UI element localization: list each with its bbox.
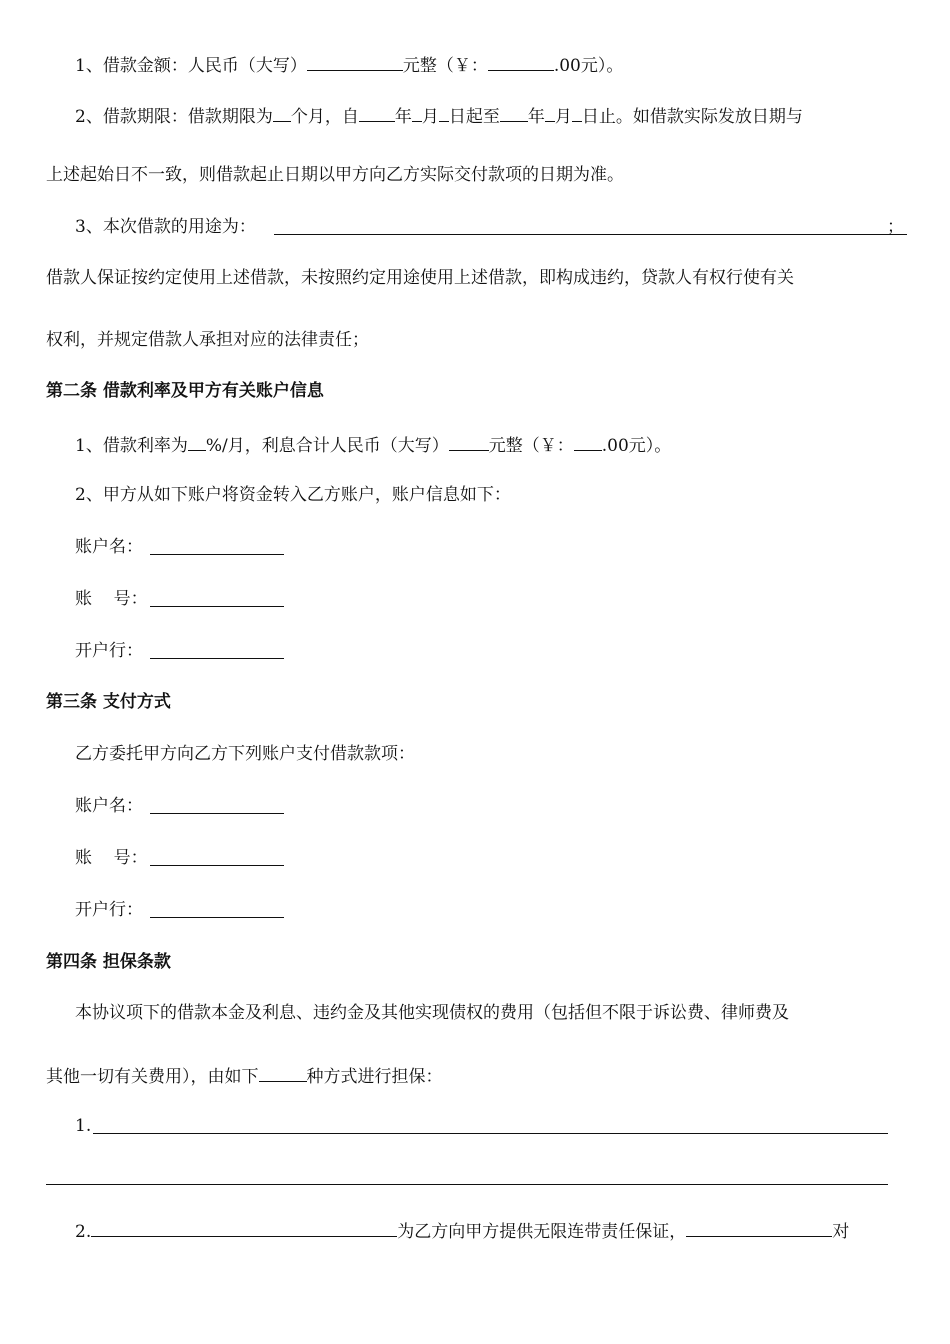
lender-bank-blank[interactable] [150,658,284,659]
end-year-blank[interactable] [500,103,528,122]
borrower-bank-label: 开户行： [75,900,143,920]
end-month-blank[interactable] [545,103,555,122]
purpose-line-3: 权利，并规定借款人承担对应的法律责任； [46,330,369,350]
term-text-d: 月 [421,107,439,127]
payment-intro: 乙方委托甲方向乙方下列账户支付借款款项： [75,744,415,764]
amount-suffix-text: .00元）。 [553,56,624,76]
guarantee-line-2a: 其他一切有关费用），由如下 [46,1067,259,1087]
lender-account-no-blank[interactable] [150,606,284,607]
lender-account-no-label: 账 号： [75,589,148,609]
guarantee-item-1-blank[interactable] [93,1133,888,1134]
guarantee-line-2b: 种方式进行担保： [306,1067,443,1087]
rate-blank[interactable] [188,432,206,451]
guarantee-item-2-line [75,1218,849,1243]
lender-bank-row [75,640,143,662]
guarantee-item-2-text: 为乙方向甲方提供无限连带责任保证， [397,1222,687,1242]
rate-text-d: .00元）。 [601,436,672,456]
borrower-account-no-row [75,847,148,869]
borrower-bank-blank[interactable] [150,917,284,918]
borrower-account-name-label: 账户名： [75,796,143,816]
borrower-account-name-blank[interactable] [150,813,284,814]
end-day-blank[interactable] [572,103,582,122]
loan-term-line-2: 上述起始日不一致，则借款起止日期以甲方向乙方实际交付款项的日期为准。 [46,165,624,185]
loan-purpose-blank[interactable] [274,234,907,235]
lender-account-name-blank[interactable] [150,554,284,555]
rate-text-b: %/月，利息合计人民币（大写） [205,436,449,456]
borrower-account-name-row [75,795,143,817]
article-4-heading: 第四条 担保条款 [46,952,171,972]
transfer-line: 2、甲方从如下账户将资金转入乙方账户，账户信息如下： [75,485,511,505]
loan-purpose-label: 3、本次借款的用途为： [75,217,256,237]
term-text-f: 年 [527,107,545,127]
interest-figure-blank[interactable] [574,432,602,451]
amount-figure-blank[interactable] [488,52,554,71]
guarantee-count-blank[interactable] [259,1063,307,1082]
rate-text-c: 元整（￥： [488,436,574,456]
lender-account-name-row [75,536,143,558]
borrower-account-no-label: 账 号： [75,848,148,868]
term-text-b: 个月，自 [290,107,359,127]
lender-account-name-label: 账户名： [75,537,143,557]
purpose-end-mark: ； [887,217,904,237]
borrower-account-no-blank[interactable] [150,865,284,866]
loan-purpose-line [75,216,256,238]
article-2-heading: 第二条 借款利率及甲方有关账户信息 [46,381,324,401]
borrower-bank-row [75,899,143,921]
start-year-blank[interactable] [359,103,395,122]
lender-account-no-row [75,588,148,610]
start-day-blank[interactable] [439,103,449,122]
guarantee-item-1-number: 1. [75,1116,92,1136]
loan-term-line [75,103,803,128]
term-text-e: 日起至 [448,107,500,127]
article-3-heading: 第三条 支付方式 [46,692,171,712]
term-text-h: 日止。如借款实际发放日期与 [581,107,803,127]
guarantee-line-1: 本协议项下的借款本金及利息、违约金及其他实现债权的费用（包括但不限于诉讼费、律师费及 [75,1003,789,1023]
guarantee-item-2-end: 对 [832,1222,850,1242]
interest-words-blank[interactable] [449,432,489,451]
loan-term-label: 2、借款期限：借款期限为 [75,107,273,127]
guarantee-item-2-blank[interactable] [686,1218,832,1237]
term-text-g: 月 [554,107,572,127]
lender-bank-label: 开户行： [75,641,143,661]
purpose-line-2: 借款人保证按约定使用上述借款，未按照约定用途使用上述借款，即构成违约，贷款人有权行使有关 [46,268,794,288]
loan-amount-line [75,52,623,77]
term-months-blank[interactable] [273,103,291,122]
start-month-blank[interactable] [412,103,422,122]
guarantor-blank[interactable] [91,1218,397,1237]
amount-words-blank[interactable] [307,52,403,71]
loan-amount-label: 1、借款金额：人民币（大写） [75,56,307,76]
guarantee-item-1-blank-2[interactable] [46,1184,888,1185]
guarantee-line-2 [46,1063,443,1088]
interest-rate-line [75,432,671,457]
amount-mid-text: 元整（￥： [402,56,488,76]
term-text-c: 年 [394,107,412,127]
guarantee-item-2-number: 2. [75,1222,92,1242]
interest-rate-label: 1、借款利率为 [75,436,188,456]
